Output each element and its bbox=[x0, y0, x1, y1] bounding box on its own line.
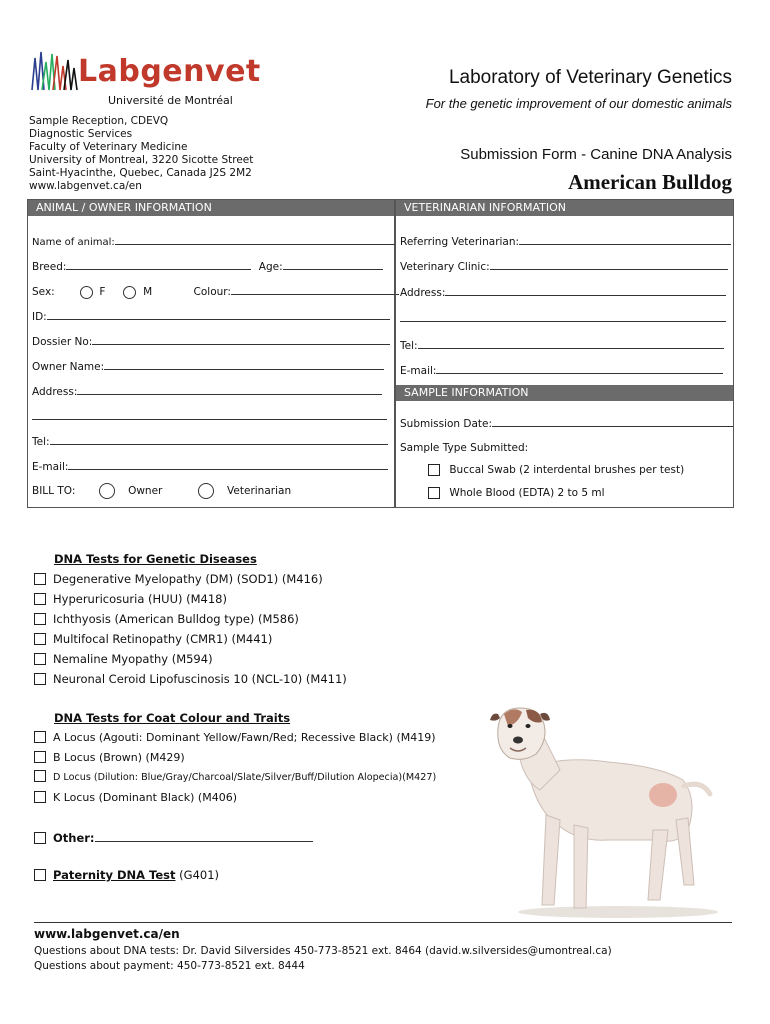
paternity-label: Paternity DNA Test bbox=[53, 868, 176, 882]
sample-header: SAMPLE INFORMATION bbox=[396, 385, 733, 401]
bill-owner-radio[interactable] bbox=[99, 483, 115, 499]
test-checkbox[interactable] bbox=[34, 673, 46, 685]
genetic-diseases-list bbox=[34, 569, 347, 689]
test-label: K Locus (Dominant Black) (M406) bbox=[53, 791, 237, 804]
test-checkbox[interactable] bbox=[34, 731, 46, 743]
vet-address-line2 bbox=[400, 310, 726, 326]
clinic-label: Veterinary Clinic: bbox=[400, 261, 490, 273]
owner-email-row bbox=[32, 458, 388, 474]
address-line: Diagnostic Services bbox=[29, 128, 133, 140]
test-item bbox=[34, 728, 436, 748]
sample-type-label: Sample Type Submitted: bbox=[400, 442, 529, 454]
breed-age-row bbox=[32, 258, 383, 274]
clinic-row bbox=[400, 258, 728, 274]
vet-tel-row bbox=[400, 337, 724, 353]
owner-address-label: Address: bbox=[32, 386, 78, 398]
dossier-row bbox=[32, 333, 390, 349]
sex-f-radio[interactable] bbox=[80, 286, 93, 299]
test-checkbox[interactable] bbox=[34, 573, 46, 585]
coat-colour-title: DNA Tests for Coat Colour and Traits bbox=[54, 711, 291, 725]
id-field[interactable] bbox=[47, 308, 390, 320]
breed-title: American Bulldog bbox=[568, 170, 732, 194]
footer-payment-questions: Questions about payment: 450-773-8521 ext. 8444 bbox=[34, 960, 305, 972]
dossier-field[interactable] bbox=[92, 333, 390, 345]
vet-email-label: E-mail: bbox=[400, 365, 437, 377]
submission-date-label: Submission Date: bbox=[400, 418, 493, 430]
name-field[interactable] bbox=[115, 233, 395, 245]
test-label: Hyperuricosuria (HUU) (M418) bbox=[53, 592, 227, 606]
sex-m-radio[interactable] bbox=[123, 286, 136, 299]
bill-owner-label: Owner bbox=[128, 485, 163, 497]
age-field[interactable] bbox=[283, 258, 383, 270]
american-bulldog-photo bbox=[488, 700, 732, 920]
paternity-checkbox[interactable] bbox=[34, 869, 46, 881]
buccal-swab-label: Buccal Swab (2 interdental brushes per test) bbox=[449, 464, 685, 476]
vet-address-row bbox=[400, 284, 726, 300]
address-line: Saint-Hyacinthe, Quebec, Canada J2S 2M2 bbox=[29, 167, 252, 179]
footer-url[interactable]: www.labgenvet.ca/en bbox=[34, 927, 180, 941]
other-field[interactable] bbox=[95, 830, 313, 842]
vet-tel-field[interactable] bbox=[418, 337, 724, 349]
test-checkbox[interactable] bbox=[34, 770, 46, 782]
vet-email-row bbox=[400, 362, 723, 378]
form-title: Submission Form - Canine DNA Analysis bbox=[460, 146, 732, 163]
test-checkbox[interactable] bbox=[34, 593, 46, 605]
labgenvet-logo bbox=[30, 48, 261, 110]
paternity-code: (G401) bbox=[179, 868, 220, 882]
paternity-row bbox=[34, 865, 219, 885]
owner-email-label: E-mail: bbox=[32, 461, 69, 473]
clinic-field[interactable] bbox=[490, 258, 728, 270]
test-item bbox=[34, 629, 347, 649]
other-row bbox=[34, 828, 313, 848]
referring-field[interactable] bbox=[519, 233, 731, 245]
test-checkbox[interactable] bbox=[34, 613, 46, 625]
breed-label: Breed: bbox=[32, 261, 67, 273]
test-checkbox[interactable] bbox=[34, 751, 46, 763]
referring-label: Referring Veterinarian: bbox=[400, 236, 520, 248]
test-label: A Locus (Agouti: Dominant Yellow/Fawn/Red; Recessive Black) (M419) bbox=[53, 731, 436, 744]
address-line: University of Montreal, 3220 Sicotte Street bbox=[29, 154, 254, 166]
buccal-swab-option bbox=[428, 462, 684, 478]
test-item bbox=[34, 589, 347, 609]
sample-type-row bbox=[400, 440, 528, 456]
sex-colour-row bbox=[32, 283, 399, 299]
whole-blood-label: Whole Blood (EDTA) 2 to 5 ml bbox=[449, 487, 605, 499]
animal-owner-header: ANIMAL / OWNER INFORMATION bbox=[28, 200, 394, 216]
breed-field[interactable] bbox=[66, 258, 251, 270]
lab-address bbox=[29, 115, 253, 193]
vet-address-field[interactable] bbox=[445, 284, 726, 296]
logo-text: Labgenvet bbox=[78, 54, 261, 89]
vet-tel-label: Tel: bbox=[400, 340, 418, 352]
owner-tel-row bbox=[32, 433, 388, 449]
test-item bbox=[34, 768, 436, 788]
other-label: Other: bbox=[53, 831, 95, 845]
vet-address-label: Address: bbox=[400, 287, 446, 299]
footer-divider bbox=[34, 922, 732, 923]
name-of-animal-row bbox=[32, 233, 395, 249]
veterinarian-section bbox=[395, 199, 734, 508]
whole-blood-option bbox=[428, 485, 605, 501]
dna-trace-icon bbox=[30, 48, 78, 92]
owner-address-field[interactable] bbox=[77, 383, 382, 395]
test-label: Multifocal Retinopathy (CMR1) (M441) bbox=[53, 632, 273, 646]
owner-address-line2 bbox=[32, 408, 387, 424]
sex-m-label: M bbox=[143, 286, 153, 298]
genetic-diseases-title: DNA Tests for Genetic Diseases bbox=[54, 552, 257, 566]
buccal-swab-checkbox[interactable] bbox=[428, 464, 440, 476]
bill-to-row bbox=[32, 483, 291, 499]
test-label: Neuronal Ceroid Lipofuscinosis 10 (NCL-10) (M411) bbox=[53, 672, 347, 686]
sex-f-label: F bbox=[99, 286, 106, 298]
owner-email-field[interactable] bbox=[68, 458, 388, 470]
coat-colour-list bbox=[34, 728, 436, 808]
test-checkbox[interactable] bbox=[34, 653, 46, 665]
id-label: ID: bbox=[32, 311, 47, 323]
test-label: Nemaline Myopathy (M594) bbox=[53, 652, 213, 666]
colour-label: Colour: bbox=[193, 286, 231, 298]
owner-field[interactable] bbox=[104, 358, 384, 370]
bill-vet-label: Veterinarian bbox=[227, 485, 292, 497]
test-item bbox=[34, 669, 347, 689]
test-label: Ichthyosis (American Bulldog type) (M586) bbox=[53, 612, 299, 626]
address-line: Faculty of Veterinary Medicine bbox=[29, 141, 188, 153]
animal-owner-section bbox=[27, 199, 395, 508]
owner-address-field-2[interactable] bbox=[32, 408, 387, 420]
footer-dna-questions: Questions about DNA tests: Dr. David Silversides 450-773-8521 ext. 8464 (david.w.silversides@umontreal.ca) bbox=[34, 945, 612, 957]
owner-tel-label: Tel: bbox=[32, 436, 50, 448]
owner-label: Owner Name: bbox=[32, 361, 105, 373]
id-row bbox=[32, 308, 390, 324]
test-label: D Locus (Dilution: Blue/Gray/Charcoal/Slate/Silver/Buff/Dilution Alopecia)(M427) bbox=[53, 772, 437, 783]
other-checkbox[interactable] bbox=[34, 832, 46, 844]
owner-tel-field[interactable] bbox=[50, 433, 388, 445]
test-label: B Locus (Brown) (M429) bbox=[53, 751, 185, 764]
owner-row bbox=[32, 358, 384, 374]
bill-vet-radio[interactable] bbox=[198, 483, 214, 499]
sex-label: Sex: bbox=[32, 286, 55, 298]
address-line: www.labgenvet.ca/en bbox=[29, 180, 142, 192]
test-checkbox[interactable] bbox=[34, 633, 46, 645]
test-item bbox=[34, 609, 347, 629]
lab-subtitle: For the genetic improvement of our domestic animals bbox=[425, 96, 732, 111]
dossier-label: Dossier No: bbox=[32, 336, 93, 348]
name-label: Name of animal: bbox=[32, 237, 115, 248]
bill-to-label: BILL TO: bbox=[32, 485, 76, 497]
address-line: Sample Reception, CDEVQ bbox=[29, 115, 169, 127]
age-label: Age: bbox=[258, 261, 283, 273]
submission-date-field[interactable] bbox=[492, 415, 733, 427]
logo-subtitle: Université de Montréal bbox=[108, 94, 233, 107]
test-label: Degenerative Myelopathy (DM) (SOD1) (M416) bbox=[53, 572, 323, 586]
colour-field[interactable] bbox=[231, 283, 399, 295]
test-item bbox=[34, 748, 436, 768]
veterinarian-header: VETERINARIAN INFORMATION bbox=[396, 200, 733, 216]
referring-vet-row bbox=[400, 233, 731, 249]
vet-address-field-2[interactable] bbox=[400, 310, 726, 322]
submission-date-row bbox=[400, 415, 733, 431]
test-item bbox=[34, 569, 347, 589]
test-checkbox[interactable] bbox=[34, 791, 46, 803]
whole-blood-checkbox[interactable] bbox=[428, 487, 440, 499]
test-item bbox=[34, 649, 347, 669]
lab-title: Laboratory of Veterinary Genetics bbox=[448, 67, 732, 88]
test-item bbox=[34, 788, 436, 808]
vet-email-field[interactable] bbox=[436, 362, 723, 374]
owner-address-row bbox=[32, 383, 382, 399]
